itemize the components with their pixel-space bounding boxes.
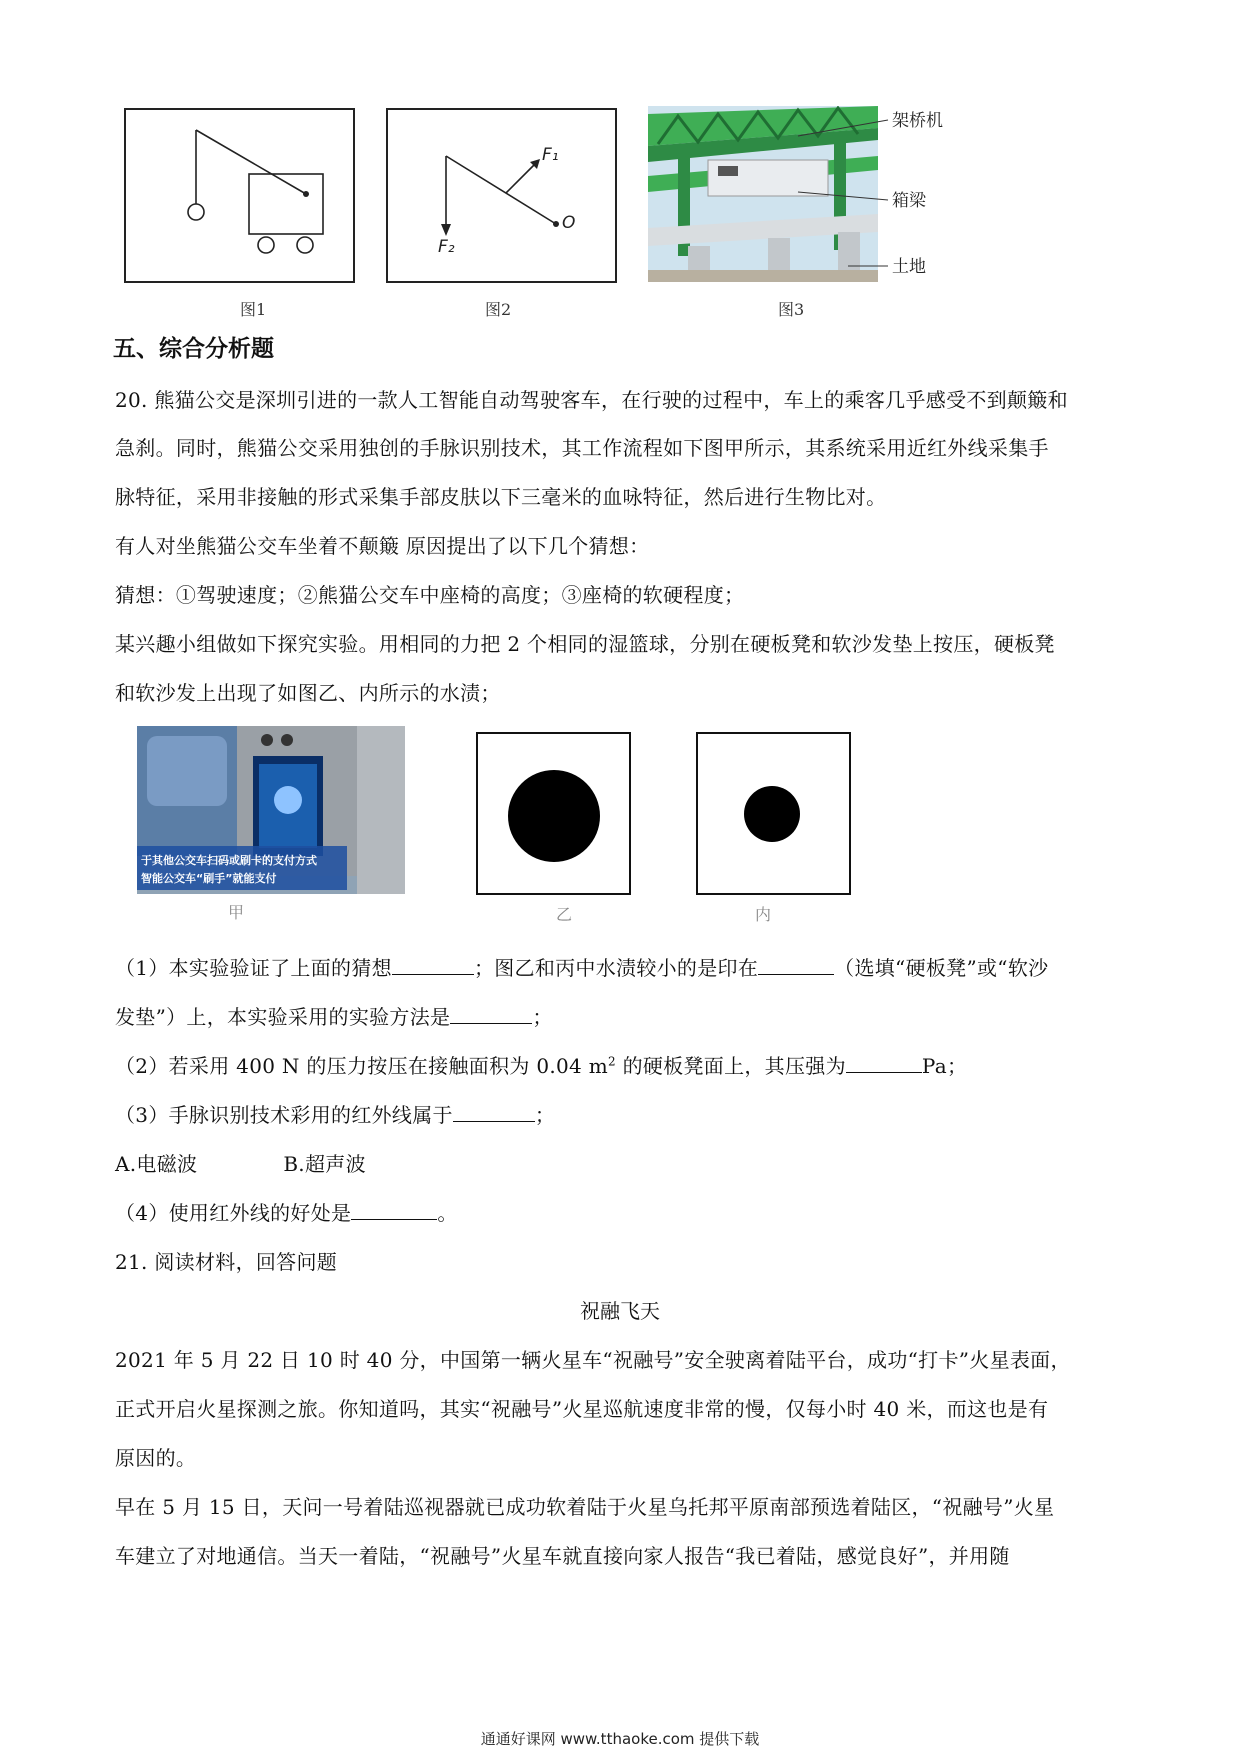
sub4-text-a: （4）使用红外线的好处是 <box>115 1201 352 1225</box>
sub1-text-b: ；图乙和丙中水渍较小的是印在 <box>473 956 759 980</box>
ground-label: 土地 <box>892 257 926 277</box>
answer-blank-1[interactable] <box>392 954 474 975</box>
sub1-text-d: 发垫”）上，本实验采用的实验方法是 <box>115 1005 451 1029</box>
section-heading: 五、综合分析题 <box>113 336 274 362</box>
answer-blank-5[interactable] <box>453 1101 535 1122</box>
q20-line-6: 某兴趣小组做如下探究实验。用相同的力把 2 个相同的湿篮球，分别在硬板凳和软沙发垫上按压，硬板凳 <box>115 632 1055 656</box>
photo-jia <box>137 726 405 894</box>
machine-label: 架桥机 <box>892 111 943 131</box>
photo-text-1: 于其他公交车扫码或刷卡的支付方式 <box>141 854 317 867</box>
q21-intro: 21. 阅读材料，回答问题 <box>115 1250 338 1274</box>
q20-options <box>115 1148 366 1177</box>
page-footer: 通通好课网 www.tthaoke.com 提供下载 <box>480 1730 760 1748</box>
sub1-text-a: （1）本实验验证了上面的猜想 <box>115 956 392 980</box>
caption-yi: 乙 <box>556 905 573 924</box>
q21-line-5: 车建立了对地通信。当天一着陆，“祝融号”火星车就直接向家人报告“我已着陆，感觉良好”，并用随 <box>115 1544 1010 1568</box>
sub2-superscript: 2 <box>607 1054 616 1069</box>
q21-line-4: 早在 5 月 15 日，天问一号着陆巡视器就已成功软着陆于火星乌托邦平原南部预选着陆区，“祝融号”火星 <box>115 1495 1055 1519</box>
option-b[interactable]: B.超声波 <box>283 1152 366 1176</box>
sub2-text-b: 的硬板凳面上，其压强为 <box>615 1054 846 1078</box>
q20-line-7: 和软沙发上出现了如图乙、内所示的水渍； <box>115 681 501 705</box>
q20-line-1: 20. 熊猫公交是深圳引进的一款人工智能自动驾驶客车，在行驶的过程中，车上的乘客几乎感受不到颠簸和 <box>115 388 1068 412</box>
q20-line-3: 脉特征，采用非接触的形式采集手部皮肤以下三毫米的血咏特征，然后进行生物比对。 <box>115 485 887 509</box>
stain-nei <box>696 732 852 896</box>
figure-1 <box>124 108 356 284</box>
sub2-text-a: （2）若采用 400 N 的压力按压在接触面积为 0.04 m <box>115 1054 608 1078</box>
q20-sub1-line-2 <box>115 1001 553 1030</box>
sub1-text-e: ； <box>532 1005 553 1029</box>
photo-text-2: 智能公交车“刷手”就能支付 <box>141 872 277 885</box>
figure-3-photo <box>648 106 968 282</box>
stain-yi <box>476 732 632 896</box>
answer-blank-2[interactable] <box>758 954 834 975</box>
f2-label: F₂ <box>438 237 455 257</box>
sub3-text-b: ； <box>534 1103 556 1127</box>
answer-blank-4[interactable] <box>846 1052 922 1073</box>
answer-blank-6[interactable] <box>351 1199 437 1220</box>
sub3-text-a: （3）手脉识别技术彩用的红外线属于 <box>115 1103 453 1127</box>
q20-sub4 <box>115 1197 458 1226</box>
q20-line-2: 急刹。同时，熊猫公交采用独创的手脉识别技术，其工作流程如下图甲所示，其系统采用近红外线采集手 <box>115 436 1049 460</box>
figure-2 <box>386 108 618 284</box>
caption-nei: 内 <box>755 905 772 924</box>
q21-title: 祝融飞天 <box>580 1299 660 1323</box>
q20-line-4: 有人对坐熊猫公交车坐着不颠簸 原因提出了以下几个猜想： <box>115 534 650 558</box>
option-a[interactable]: A.电磁波 <box>115 1152 198 1176</box>
sub1-text-c: （选填“硬板凳”或“软沙 <box>834 956 1049 980</box>
figure-2-caption: 图2 <box>485 300 512 319</box>
q20-sub2 <box>115 1050 967 1079</box>
answer-blank-3[interactable] <box>450 1003 532 1024</box>
q21-line-3: 原因的。 <box>115 1446 197 1470</box>
beam-label: 箱梁 <box>892 191 926 211</box>
q20-sub1-line-1 <box>115 952 1048 981</box>
sub4-text-b: 。 <box>437 1201 458 1225</box>
figure-3-caption: 图3 <box>778 300 805 319</box>
figure-1-caption: 图1 <box>240 300 267 319</box>
sub2-text-c: Pa； <box>921 1054 968 1078</box>
caption-jia: 甲 <box>228 903 245 922</box>
q21-line-1: 2021 年 5 月 22 日 10 时 40 分，中国第一辆火星车“祝融号”安全驶离着陆平台，成功“打卡”火星表面， <box>115 1348 1071 1372</box>
q20-line-5: 猜想：①驾驶速度；②熊猫公交车中座椅的高度；③座椅的软硬程度； <box>115 583 745 607</box>
q20-sub3 <box>115 1099 555 1128</box>
q21-line-2: 正式开启火星探测之旅。你知道吗，其实“祝融号”火星巡航速度非常的慢，仅每小时 40 米，而这也是有 <box>115 1397 1049 1421</box>
f1-label: F₁ <box>542 145 559 165</box>
o-label: O <box>562 213 576 233</box>
